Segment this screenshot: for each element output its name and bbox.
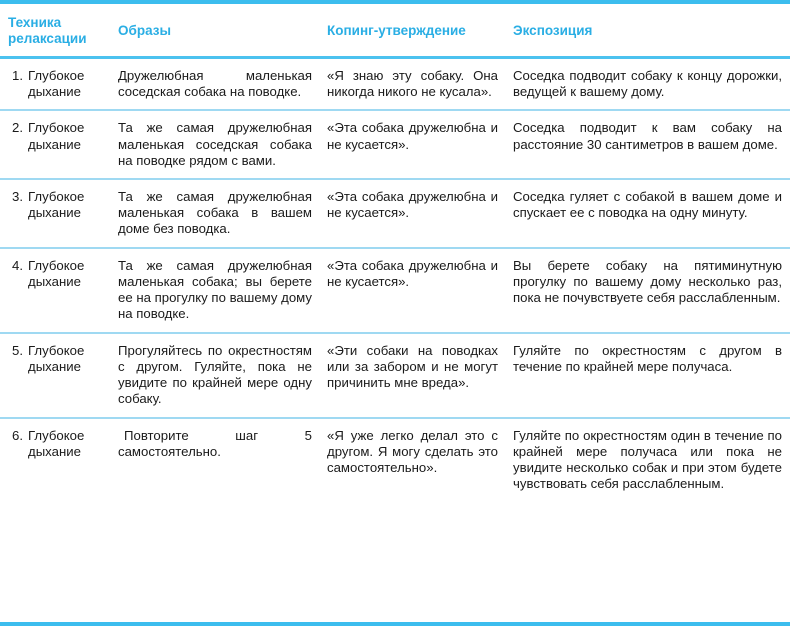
cell-coping <box>322 179 508 248</box>
technique-label: Глубокое дыхание <box>28 189 85 221</box>
exposure-text: Гуляйте по окрестностям один в течение по крайней мере получаса или пока не увидите несколько собак и при этом будете чувствовать себя расслабленным. <box>513 427 782 492</box>
cell-technique <box>0 248 113 333</box>
cell-technique <box>0 110 113 179</box>
cell-coping <box>322 248 508 333</box>
cell-exposure <box>508 110 790 179</box>
column-header-technique-line2: релаксации <box>8 30 87 46</box>
imagery-text: Та же самая дружелюбная маленькая собака в вашем доме без поводка. <box>118 189 312 237</box>
coping-text: «Эта собака дружелюбна и не кусается». <box>327 189 498 221</box>
coping-text: «Эти собаки на поводках или за забором и не могут причинить мне вреда». <box>327 342 498 391</box>
imagery-text: Прогуляйтесь по окрестностям с другом. Гуляйте, пока не увидите по крайней мере одну собаку. <box>118 342 312 407</box>
table-bottom-rule <box>0 622 790 626</box>
table-row <box>0 248 790 333</box>
cell-exposure <box>508 179 790 248</box>
exposure-hierarchy-table <box>0 4 790 502</box>
cell-exposure <box>508 333 790 418</box>
column-header-coping <box>322 4 508 57</box>
column-header-imagery-label: Образы <box>118 22 171 38</box>
table-row <box>0 418 790 502</box>
cell-technique <box>0 179 113 248</box>
imagery-text: Та же самая дружелюбная маленькая соседская собака на поводке рядом с вами. <box>118 120 312 168</box>
technique-label: Глубокое дыхание <box>28 120 85 152</box>
coping-text: «Эта собака дружелюбна и не кусается». <box>327 120 498 152</box>
table-row <box>0 57 790 110</box>
cell-imagery <box>113 418 322 502</box>
cell-imagery <box>113 57 322 110</box>
table-row <box>0 333 790 418</box>
row-number: 3. <box>12 189 23 205</box>
table-row <box>0 110 790 179</box>
row-number: 2. <box>12 120 23 136</box>
cell-technique <box>0 418 113 502</box>
technique-label: Глубокое дыхание <box>28 342 85 374</box>
exposure-text: Соседка подводит к вам собаку на расстояние 30 сантиметров в вашем доме. <box>513 120 782 152</box>
technique-label: Глубокое дыхание <box>28 257 85 289</box>
imagery-text: Дружелюбная маленькая соседская собака на поводке. <box>118 67 312 100</box>
column-header-technique <box>0 4 113 57</box>
cell-technique <box>0 333 113 418</box>
column-header-coping-label: Копинг-утверждение <box>327 22 466 38</box>
imagery-text: Повторите шаг 5 самостоятельно. <box>118 427 312 459</box>
row-number: 1. <box>12 67 23 83</box>
row-number: 4. <box>12 257 23 273</box>
technique-label: Глубокое дыхание <box>28 67 85 100</box>
coping-text: «Эта собака дружелюбна и не кусается». <box>327 257 498 289</box>
cell-coping <box>322 333 508 418</box>
row-number: 6. <box>12 427 23 443</box>
exposure-text: Соседка гуляет с собакой в вашем доме и спускает ее с поводка на одну минуту. <box>513 189 782 221</box>
column-header-exposure-label: Экспозиция <box>513 22 593 38</box>
column-header-imagery <box>113 4 322 57</box>
imagery-text: Та же самая дружелюбная маленькая собака; вы берете ее на прогулку по вашему дому на поводке. <box>118 257 312 322</box>
cell-exposure <box>508 57 790 110</box>
cell-coping <box>322 57 508 110</box>
cell-exposure <box>508 418 790 502</box>
coping-text: «Я знаю эту собаку. Она никогда никого не кусала». <box>327 67 498 100</box>
cell-imagery <box>113 248 322 333</box>
table-row <box>0 179 790 248</box>
exposure-text: Вы берете собаку на пятиминутную прогулку по вашему дому несколько раз, пока не почувствуете себя расслабленным. <box>513 257 782 306</box>
table-body <box>0 57 790 501</box>
cell-imagery <box>113 110 322 179</box>
cell-imagery <box>113 179 322 248</box>
cell-technique <box>0 57 113 110</box>
technique-label: Глубокое дыхание <box>28 427 85 459</box>
column-header-exposure <box>508 4 790 57</box>
coping-text: «Я уже легко делал это с другом. Я могу сделать это самостоятельно». <box>327 427 498 476</box>
table-header <box>0 4 790 57</box>
column-header-technique-line1: Техника <box>8 15 62 30</box>
cell-exposure <box>508 248 790 333</box>
cell-imagery <box>113 333 322 418</box>
table-header-row <box>0 4 790 57</box>
row-number: 5. <box>12 342 23 358</box>
cell-coping <box>322 110 508 179</box>
cell-coping <box>322 418 508 502</box>
exposure-text: Соседка подводит собаку к концу дорожки, ведущей к вашему дому. <box>513 67 782 100</box>
exposure-text: Гуляйте по окрестностям с другом в течение по крайней мере получаса. <box>513 342 782 374</box>
